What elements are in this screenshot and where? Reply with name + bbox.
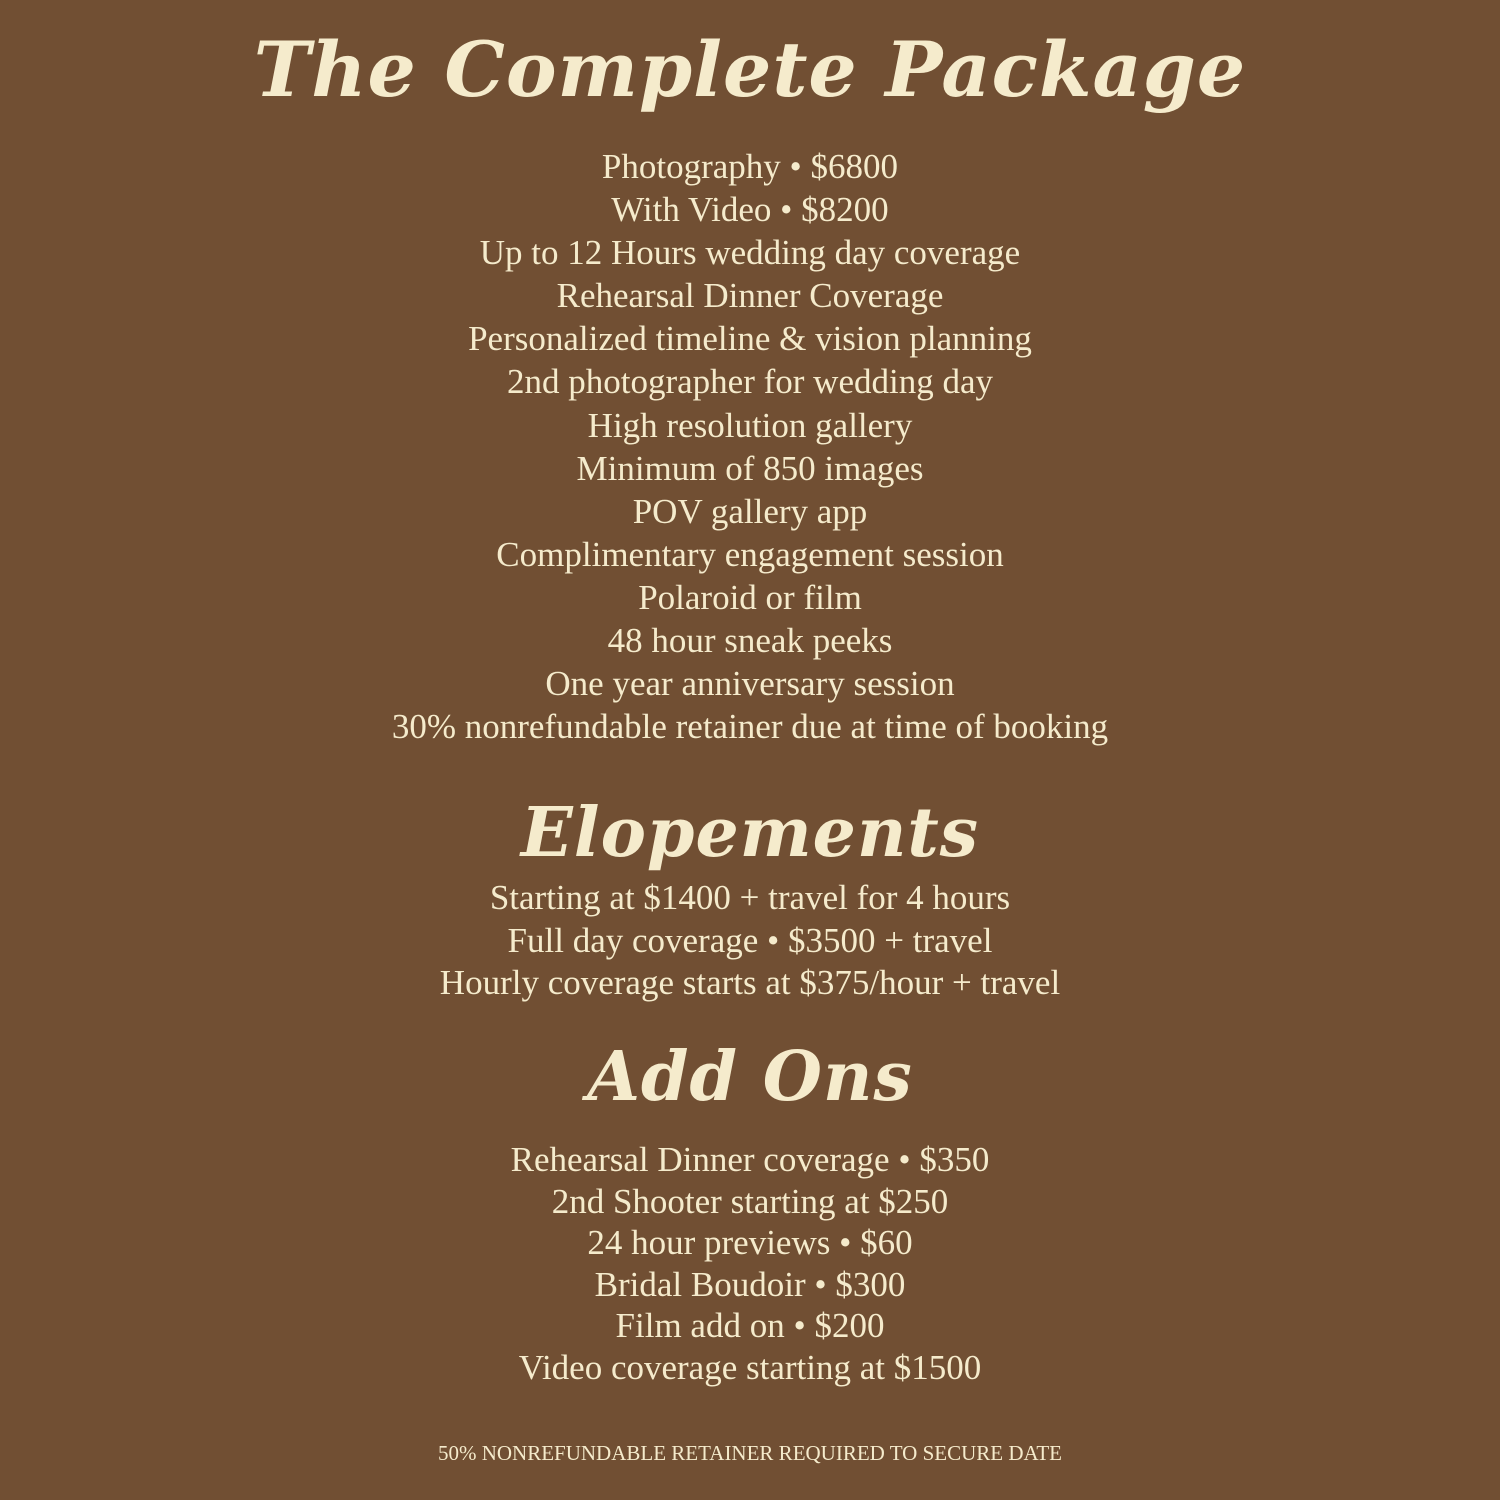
package-item-anniversary-session: One year anniversary session: [545, 664, 955, 704]
addon-item-second-shooter: 2nd Shooter starting at $250: [551, 1181, 949, 1221]
package-item-image-count: Minimum of 850 images: [576, 448, 924, 488]
addon-item-film: Film add on • $200: [615, 1306, 885, 1346]
elopements-title: Elopements: [520, 793, 980, 873]
complete-package-title: The Complete Package: [253, 25, 1247, 114]
package-item-polaroid-film: Polaroid or film: [638, 577, 862, 617]
elopements-list: [0, 877, 1500, 1005]
package-item-sneak-peeks: 48 hour sneak peeks: [607, 621, 893, 661]
package-item-pov-app: POV gallery app: [632, 491, 868, 531]
package-item-second-photographer: 2nd photographer for wedding day: [507, 362, 993, 402]
package-item-engagement-session: Complimentary engagement session: [496, 534, 1004, 574]
addon-item-previews: 24 hour previews • $60: [587, 1223, 913, 1263]
package-item-rehearsal-dinner: Rehearsal Dinner Coverage: [556, 276, 944, 316]
addon-item-rehearsal-dinner: Rehearsal Dinner coverage • $350: [510, 1140, 990, 1179]
package-item-retainer: 30% nonrefundable retainer due at time of booking: [391, 707, 1109, 747]
package-item-gallery: High resolution gallery: [587, 405, 913, 445]
package-item-photography-price: Photography • $6800: [601, 147, 899, 186]
package-item-timeline-planning: Personalized timeline & vision planning: [468, 319, 1032, 359]
addon-item-video: Video coverage starting at $1500: [518, 1347, 982, 1387]
addon-item-boudoir: Bridal Boudoir • $300: [594, 1264, 906, 1304]
complete-package-list: [0, 145, 1500, 748]
elopement-item-full-day: Full day coverage • $3500 + travel: [507, 920, 993, 960]
add-ons-list: [0, 1139, 1500, 1389]
retainer-footer-note: 50% NONREFUNDABLE RETAINER REQUIRED TO SECURE DATE: [437, 1441, 1063, 1465]
add-ons-title: Add Ons: [587, 1037, 913, 1117]
elopement-item-starting-price: Starting at $1400 + travel for 4 hours: [489, 878, 1011, 917]
elopement-item-hourly: Hourly coverage starts at $375/hour + travel: [439, 963, 1061, 1002]
package-item-coverage-hours: Up to 12 Hours wedding day coverage: [479, 233, 1021, 273]
package-item-video-price: With Video • $8200: [611, 190, 889, 230]
